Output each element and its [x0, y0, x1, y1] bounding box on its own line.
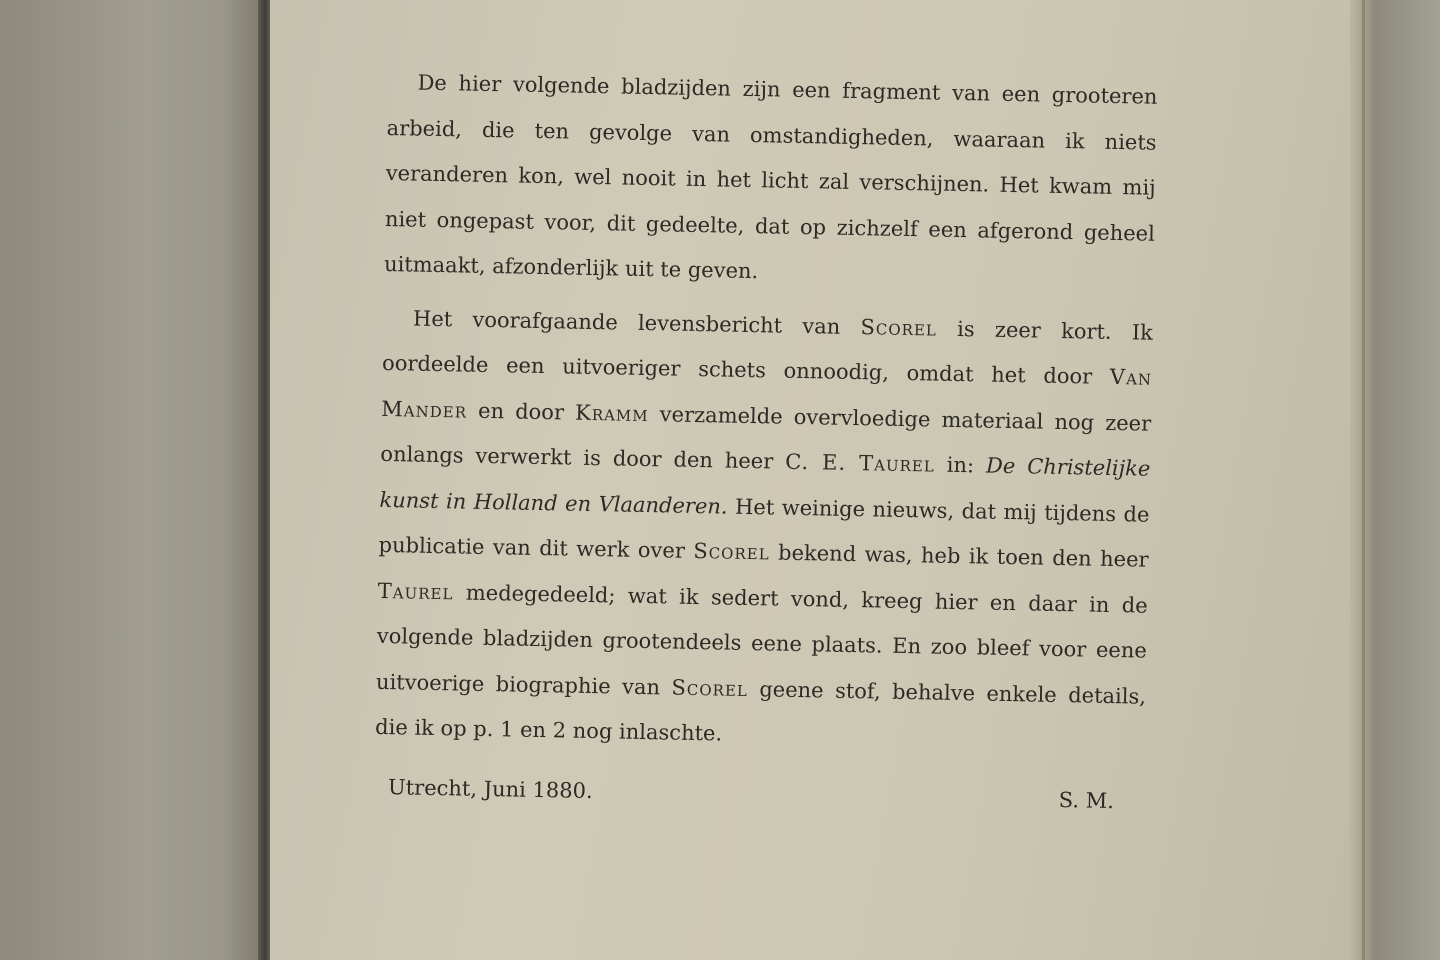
book-title-italic: De Christelijke kunst in Holland en Vlaanderen.	[379, 453, 1151, 519]
preface-paragraph-2	[375, 295, 1154, 765]
name-taurel: Taurel	[377, 578, 454, 604]
paragraph-1-text: De hier volgende bladzijden zijn een fragment van een grooteren arbeid, die ten gevolge van omstandigheden, waaraan ik niets veranderen kon, wel nooit in het licht zal verschijnen. Het kwam mij niet ongepast voor, dit gedeelte, dat op zichzelf een afgerond geheel uitmaakt, afzonderlijk uit te geven.	[383, 70, 1158, 284]
paragraph-2-segment: verzamelde overvloedige materiaal nog zeer onlangs verwerkt is door den heer	[380, 401, 1152, 474]
paragraph-2-segment: in:	[934, 452, 987, 478]
paragraph-2-segment: Het weinige nieuws, dat mij tijdens de publicatie van dit werk over	[378, 494, 1150, 563]
paragraph-2-segment: Het voorafgaande levensbericht van	[412, 306, 861, 339]
paragraph-2-segment: geene stof, behalve enkele details, die ik op p. 1 en 2 nog inlaschte.	[374, 676, 1147, 746]
name-taurel: C. E. Taurel	[785, 449, 936, 477]
name-van-mander: Van Mander	[381, 364, 1153, 423]
author-initials: S. M.	[1058, 787, 1115, 813]
name-scorel: Scorel	[671, 675, 749, 701]
paragraph-2-segment: bekend was, heb ik toen den heer	[769, 540, 1149, 572]
name-kramm: Kramm	[574, 400, 649, 426]
preface-paragraph-1	[384, 60, 1158, 302]
name-scorel: Scorel	[693, 538, 770, 565]
preface-text	[374, 60, 1158, 825]
paragraph-2-segment: en door	[466, 398, 576, 425]
page-edge-line	[1362, 0, 1365, 960]
table-background	[1374, 0, 1440, 960]
left-page	[0, 0, 262, 960]
paragraph-2-segment: medegedeeld; wat ik sedert vond, kreeg hier en daar in de volgende bladzijden grootendeels eene plaats. En zoo bleef voor eene uitvoerige biographie van	[375, 579, 1148, 700]
place-date: Utrecht, Juni 1880.	[387, 774, 593, 803]
paragraph-2-segment: is zeer kort. Ik oordeelde een uitvoeriger schets onnoodig, omdat het door	[381, 316, 1154, 389]
name-scorel: Scorel	[860, 314, 938, 341]
